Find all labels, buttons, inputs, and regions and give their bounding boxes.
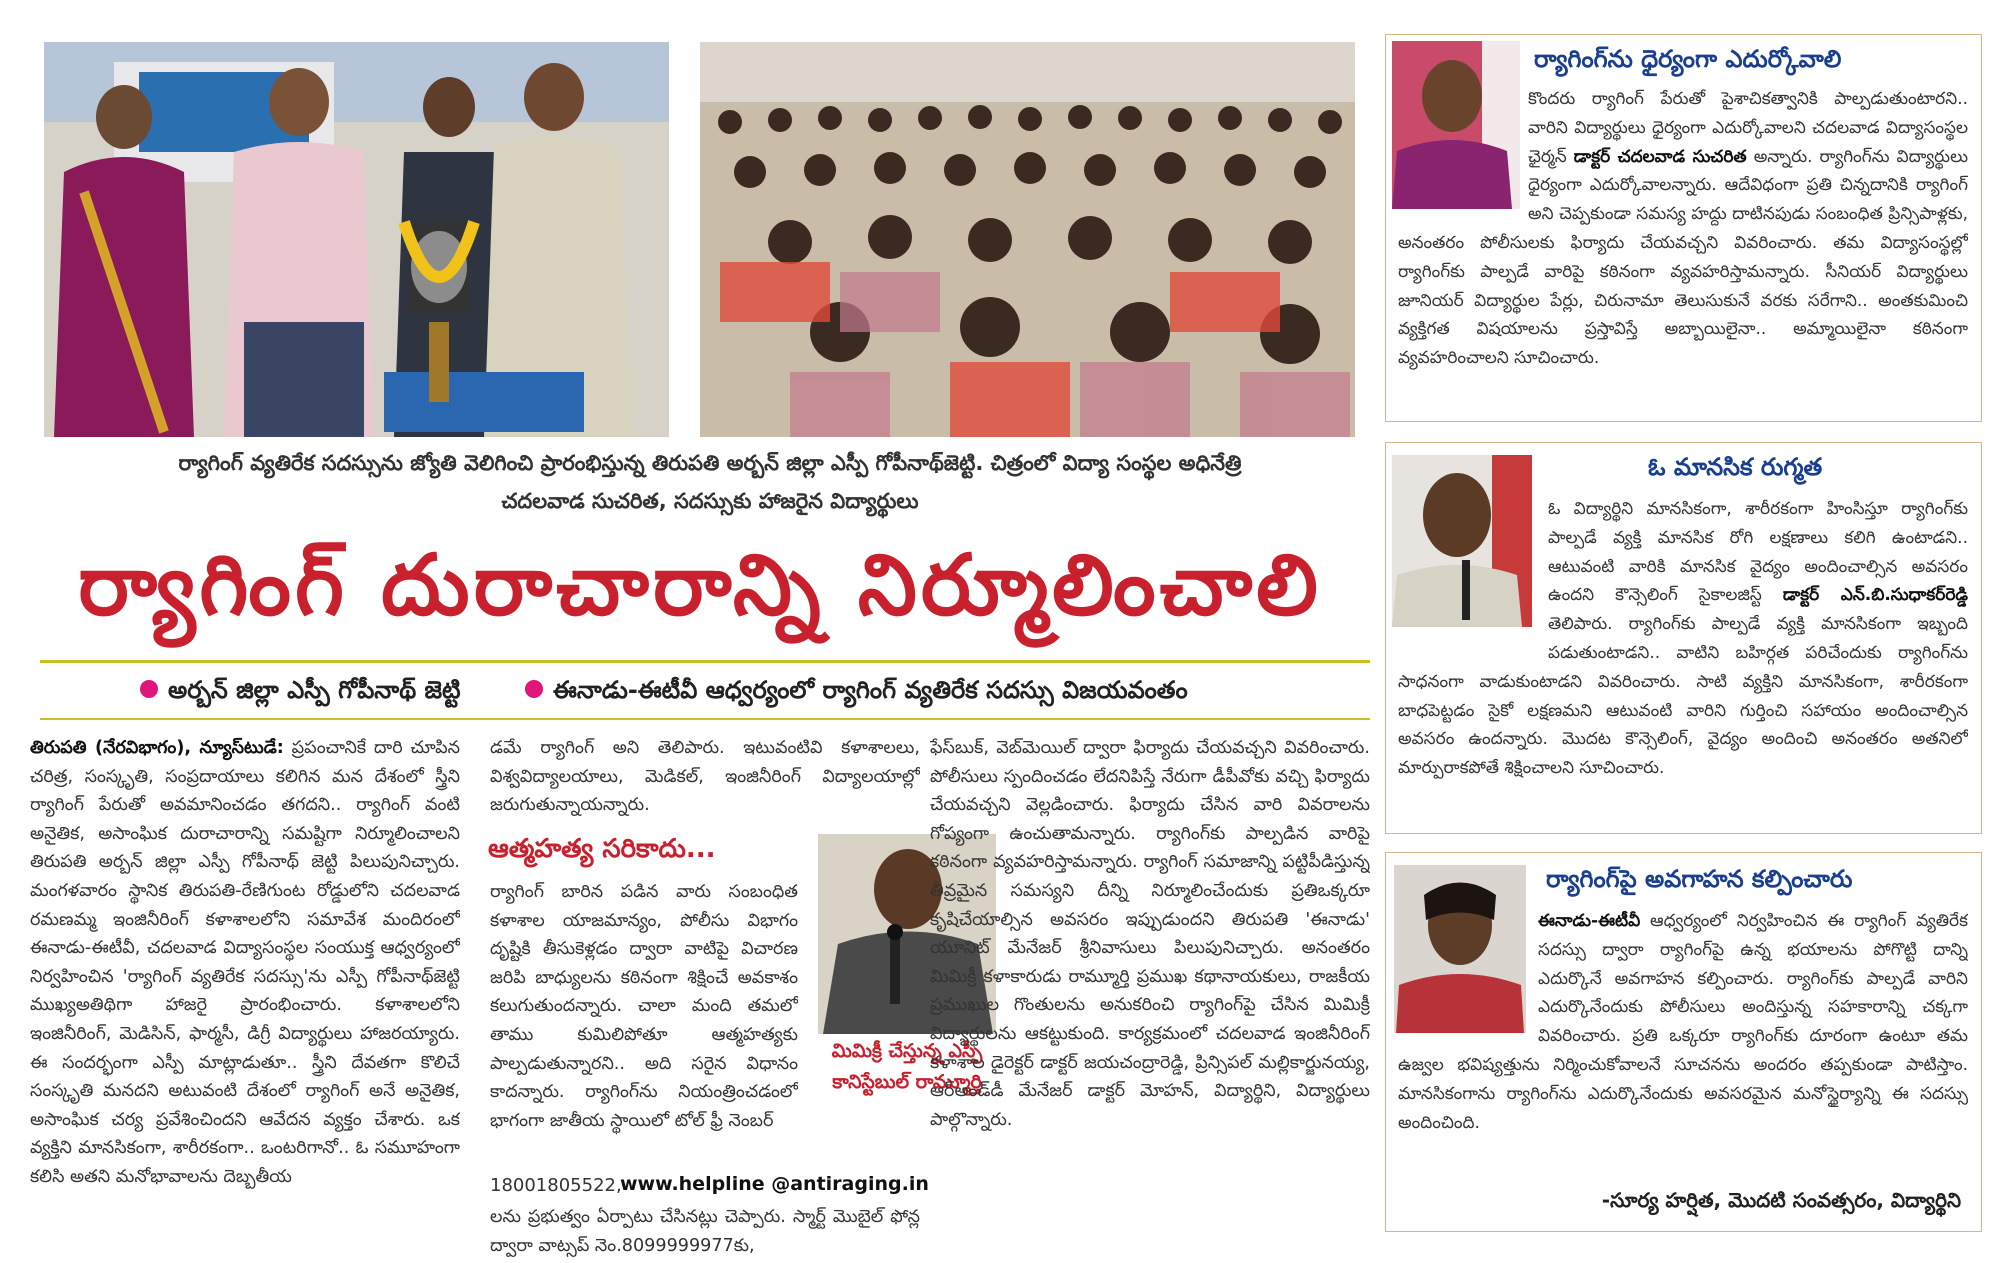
subhead-2-text: ఈనాడు-ఈటీవీ ఆధ్వర్యంలో ర్యాగింగ్ వ్యతిరేక సదస్సు విజయవంతం xyxy=(553,676,1188,704)
sidebar-box-3-text-post: ఆధ్వర్యంలో నిర్వహించిన ఈ ర్యాగింగ్ వ్యతిరేక సదస్సు ద్వారా ర్యాగింగ్‌పై ఉన్న భయాలను పోగొట్టి దాన్ని ఎదుర్కొనే అవగాహన కల్పించారు. ర్యాగింగ్‌కు పాల్పడే వారిని ఎదుర్కొనేందుకు పోలీసులు అందిస్తున్న సహకారాన్ని చక్కగా వివరించారు. ప్రతి ఒక్కరూ ర్యాగింగ్‌కు దూరంగా ఉంటూ తమ ఉజ్వల భవిష్యత్తును నిర్మించుకోవాలనే సూచనను అందరం తప్పకుండా పాటిస్తాం. మానసికంగాను ర్యాగింగ్‌ను ఎదుర్కొనేందుకు అవసరమైన మనోస్థైర్యాన్ని ఈ సదస్సు అందించింది. xyxy=(1398,911,1968,1133)
photo-caption-line2: చదలవాడ సుచరిత, సదస్సుకు హాజరైన విద్యార్థులు xyxy=(501,489,919,513)
sidebar-box-1-name: డాక్టర్ చదలవాడ సుచరిత xyxy=(1573,146,1747,167)
tollfree-number xyxy=(490,1175,622,1196)
section-title: ఆత్మహత్య సరికాదు... xyxy=(488,834,716,864)
sidebar-box-3 xyxy=(1385,852,1982,1232)
sidebar-box-1-text-pre: కొందరు ర్యాగింగ్ పేరుతో పైశాచికత్వానికి పాల్పడుతుంటారని.. వారిని విద్యార్థులు ధైర్యంగా ఎదుర్కోవాలని చదలవాడ విద్యాసంస్థల ఛైర్మన్ xyxy=(1528,89,1968,167)
sidebar-box-3-name: ఈనాడు-ఈటీవీ xyxy=(1538,911,1641,931)
sidebar-box-1-body xyxy=(1398,85,1968,415)
article-col1-text: ప్రపంచానికే దారి చూపిన చరిత్ర, సంస్కృతి, సంప్రదాయాలు కలిగిన మన దేశంలో స్త్రీని ర్యాగింగ్ పేరుతో అవమానించడం తగదని.. ర్యాగింగ్ వంటి అనైతిక, అసాంఘిక దురాచారాన్ని సమష్టిగా నిర్మూలించాలని తిరుపతి అర్బన్ జిల్లా ఎస్పీ గోపీనాథ్ జెట్టి పిలుపునిచ్చారు. మంగళవారం స్థానిక తిరుపతి-రేణిగుంట రోడ్డులోని చదలవాడ రమణమ్మ ఇంజినీరింగ్ కళాశాలలోని సమావేశ మందిరంలో ఈనాడు-ఈటీవీ, చదలవాడ విద్యాసంస్థల సంయుక్త ఆధ్వర్యంలో నిర్వహించిన 'ర్యాగింగ్ వ్యతిరేక సదస్సు'ను ఎస్పీ గోపీనాథ్‌జెట్టి ముఖ్యఅతిథిగా హాజరై ప్రారంభించారు. కళాశాలలోని ఇంజినీరింగ్, మెడిసిన్, ఫార్మసీ, డిగ్రీ విద్యార్థులు హాజరయ్యారు. ఈ సందర్భంగా ఎస్పీ మాట్లాడుతూ.. స్త్రీని దేవతగా కొలిచే సంస్కృతి మనదని అటువంటి దేశంలో ర్యాగింగ్ అనే అనైతిక, అసాంఘిక చర్య ప్రవేశించిందని ఆవేదన వ్యక్తం చేశారు. ఒక వ్యక్తిని మానసికంగా, శారీరకంగా.. ఒంటరిగానో.. ఓ సమూహంగా కలిసి అతని మనోభావాలను దెబ్బతీయ xyxy=(30,738,460,1187)
sidebar-box-2-title: ఓ మానసిక రుగ్మత xyxy=(1648,453,1823,481)
sidebar-box-2 xyxy=(1385,442,1982,834)
photo-audience xyxy=(700,42,1355,437)
bullet-dot-icon xyxy=(525,680,543,698)
tollfree-text: 18001805522, xyxy=(490,1175,622,1196)
article-column-2c xyxy=(490,1203,920,1261)
article-col3-text: ఫేస్‌బుక్, వెబ్‌మెయిల్ ద్వారా ఫిర్యాదు చేయవచ్చని వివరించారు. పోలీసులు స్పందించడం లేదనిపిస్తే నేరుగా డీపీవోకు వచ్చి ఫిర్యాదు చేయవచ్చని వెల్లడించారు. ఫిర్యాదు చేసిన వారి వివరాలను గోప్యంగా ఉంచుతామన్నారు. ర్యాగింగ్‌కు పాల్పడిన వారిపై కఠినంగా వ్యవహరిస్తామన్నారు. ర్యాగింగ్ సమాజాన్ని పట్టిపీడిస్తున్న తీవ్రమైన సమస్యని దీన్ని నిర్మూలించేందుకు ప్రతిఒక్కరూ కృషిచేయాల్సిన అవసరం ఇప్పుడుందని తిరుపతి 'ఈనాడు' యూనిట్ మేనేజర్ శ్రీనివాసులు పిలుపునిచ్చారు. అనంతరం మిమిక్రీ కళాకారుడు రామ్మూర్తి ప్రముఖ కథానాయకులు, రాజకీయ ప్రముఖుల గొంతులను అనుకరించి ర్యాగింగ్‌పై చేసిన మిమిక్రీ విద్యార్థులను ఆకట్టుకుంది. కార్యక్రమంలో చదలవాడ ఇంజినీరింగ్ కళాశాల డైరెక్టర్ డాక్టర్ జయచంద్రారెడ్డి, ప్రిన్సిపల్ మల్లికార్జునయ్య, ఆర్‌అండ్‌డీ మేనేజర్ డాక్టర్ మోహన్, విద్యార్థిని, విద్యార్థులు పాల్గొన్నారు. xyxy=(930,738,1370,1130)
subhead-rule xyxy=(40,718,1370,720)
sidebar-box-1-title: ర్యాగింగ్‌ను ధైర్యంగా ఎదుర్కోవాలి xyxy=(1534,45,1842,73)
bullet-dot-icon xyxy=(140,680,158,698)
subhead-1 xyxy=(140,670,461,710)
photo-caption xyxy=(70,444,1350,520)
sidebar-box-2-body xyxy=(1398,495,1968,825)
sidebar-box-1-text-post: అన్నారు. ర్యాగింగ్‌ను విద్యార్థులు ధైర్యంగా ఎదుర్కోవాలన్నారు. ఆదేవిధంగా ప్రతి చిన్నదానికి ర్యాగింగ్ అని చెప్పకుండా సమస్య హద్దు దాటినపుడు సంబంధిత ప్రిన్సిపాళ్లకు, అనంతరం పోలీసులకు ఫిర్యాదు చేయవచ్చని వివరించారు. తమ విద్యాసంస్థల్లో ర్యాగింగ్‌కు పాల్పడే వారిపై కఠినంగా వ్యవహరిస్తామన్నారు. సీనియర్ విద్యార్థులు జూనియర్ విద్యార్థుల పేర్లు, చిరునామా తెలుసుకునే వరకు సరేగాని.. అంతకుమించి వ్యక్తిగత విషయాలను ప్రస్తావిస్తే అబ్బాయిలైనా.. అమ్మాయిలైనా కఠినంగా వ్యవహరించాలని సూచించారు. xyxy=(1398,146,1968,369)
subhead-1-text: అర్బన్ జిల్లా ఎస్పీ గోపీనాథ్ జెట్టి xyxy=(168,676,461,704)
headline-rule xyxy=(40,660,1370,663)
main-headline: ర్యాగింగ్ దురాచారాన్ని నిర్మూలించాలి xyxy=(78,536,1322,634)
sidebar-box-3-signature: -సూర్య హర్షిత, మొదటి సంవత్సరం, విద్యార్థిని xyxy=(1601,1188,1961,1212)
article-col2a-text: డమే ర్యాగింగ్ అని తెలిపారు. ఇటువంటివి కళాశాలలు, విశ్వవిద్యాలయాలు, మెడికల్, ఇంజినీరింగ్ విద్యాలయాల్లో జరుగుతున్నాయన్నారు. xyxy=(490,738,920,816)
article-col2c-text: లను ప్రభుత్వం ఏర్పాటు చేసినట్లు చెప్పారు. స్మార్ట్ మొబైల్ ఫోన్ల ద్వారా వాట్సప్ నెం.8099999977కు, xyxy=(490,1207,920,1256)
article-column-2a xyxy=(490,734,920,820)
sidebar-box-3-body xyxy=(1398,907,1968,1179)
article-column-2b xyxy=(490,878,798,1168)
article-col2b-text: ర్యాగింగ్ బారిన పడిన వారు సంబంధిత కళాశాల యాజమాన్యం, పోలీసు విభాగం దృష్టికి తీసుకెళ్లడం ద్వారా వాటిపై విచారణ జరిపి బాధ్యులను కఠినంగా శిక్షించే అవకాశం కలుగుతుందన్నారు. చాలా మంది తమలో తాము కుమిలిపోతూ ఆత్మహత్యకు పాల్పడుతున్నారని.. అది సరైన విధానం కాదన్నారు. ర్యాగింగ్‌ను నియంత్రించడంలో భాగంగా జాతీయ స్థాయిలో టోల్ ఫ్రీ నెంబర్ xyxy=(490,882,798,1131)
sidebar-box-2-text-pre: ఓ విద్యార్థిని మానసికంగా, శారీరకంగా హింసిస్తూ ర్యాగింగ్‌కు పాల్పడే వ్యక్తి మానసిక రోగి లక్షణాలు కలిగి ఉంటాడని.. ఆటువంటి వారికి మానసిక వైద్యం అందించాల్సిన అవసరం ఉందని కౌన్సెలింగ్ సైకాలజిస్ట్ xyxy=(1548,499,1968,606)
sidebar-box-2-name: డాక్టర్ ఎన్.బి.సుధాకర్‌రెడ్డి xyxy=(1782,585,1968,606)
sidebar-box-1 xyxy=(1385,34,1982,422)
sidebar-box-2-text-post: తెలిపారు. ర్యాగింగ్‌కు పాల్పడే వ్యక్తి మానసికంగా ఇబ్బంది పడుతుంటాడని.. వాటిని బహిర్గత పరిచేందుకు ర్యాగింగ్‌ను సాధనంగా వాడుకుంటాడని వివరించారు. సాటి వ్యక్తిని మానసికంగా, శారీరకంగా బాధపెట్టడం సైకో లక్షణమని ఆటువంటి వారిని గుర్తించి సహాయం అందించాల్సిన అవసరం ఉందన్నారు. మొదట కౌన్సెలింగ్, వైద్యం అందించి అనంతరం అతనిలో మార్పురాకపోతే శిక్షించాలని సూచించారు. xyxy=(1398,614,1968,779)
inset-photo-caption: మిమిక్రీ చేస్తున్న ఎస్పీ కానిస్టేబుల్ రామ్మూర్తి xyxy=(831,1040,983,1093)
helpline-link[interactable]: www.helpline @antiraging.in xyxy=(620,1173,929,1195)
article-dateline: తిరుపతి (నేరవిభాగం), న్యూస్‌టుడే: xyxy=(30,738,284,758)
subhead-2 xyxy=(525,670,1188,710)
photo-caption-line1: ర్యాగింగ్ వ్యతిరేక సదస్సును జ్యోతి వెలిగించి ప్రారంభిస్తున్న తిరుపతి అర్బన్ జిల్లా ఎస్పీ గోపీనాథ్‌జెట్టి. చిత్రంలో విద్యా సంస్థల అధినేత్రి xyxy=(178,451,1242,475)
photo-lamp-lighting xyxy=(44,42,669,437)
article-column-1 xyxy=(30,734,460,1259)
sidebar-box-3-title: ర్యాగింగ్‌పై అవగాహన కల్పించారు xyxy=(1546,865,1853,893)
article-column-3 xyxy=(930,734,1370,1259)
